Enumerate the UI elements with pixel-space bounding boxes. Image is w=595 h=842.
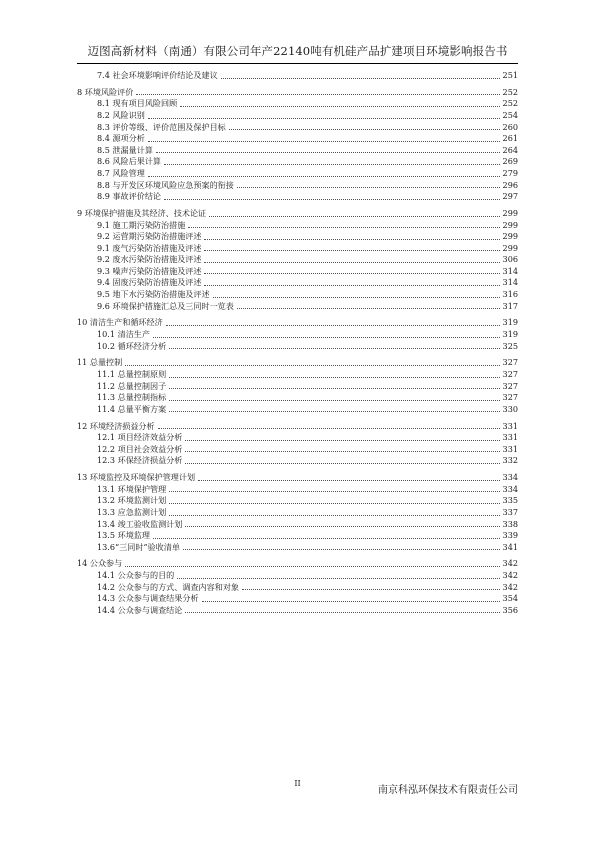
footer-page-number: II [294, 779, 301, 788]
toc-section-entry[interactable] [77, 444, 518, 456]
toc-dot-leader [136, 94, 499, 95]
toc-dot-leader [166, 325, 500, 326]
toc-section-entry[interactable] [77, 392, 518, 404]
toc-entry-page-number: 339 [502, 530, 518, 541]
toc-entry-page-number: 299 [502, 207, 518, 218]
toc-entry-label: 14.3 公众参与调查结果分析 [97, 593, 199, 604]
toc-section-entry[interactable] [77, 122, 518, 134]
toc-section-entry[interactable] [77, 110, 518, 122]
toc-section-entry[interactable] [77, 266, 518, 278]
toc-section-entry[interactable] [77, 404, 518, 416]
header-divider [77, 63, 518, 64]
toc-section-entry[interactable] [77, 507, 518, 519]
toc-entry-page-number: 342 [502, 570, 518, 581]
toc-entry-label: 7.4 社会环境影响评价结论及建议 [97, 70, 218, 80]
toc-dot-leader [169, 377, 499, 378]
toc-chapter-entry[interactable] [77, 87, 518, 99]
toc-entry-label: 11.3 总量控制指标 [97, 392, 167, 403]
toc-section-entry[interactable] [77, 605, 518, 617]
toc-dot-leader [204, 239, 499, 240]
toc-entry-page-number: 342 [502, 558, 518, 569]
toc-entry-page-number: 332 [502, 455, 518, 466]
toc-entry-label: 9.6 环境保护措施汇总及三同时一览表 [97, 300, 234, 311]
toc-section-entry[interactable] [77, 180, 518, 192]
toc-dot-leader [158, 428, 500, 429]
toc-dot-leader [209, 216, 499, 217]
toc-dot-leader [204, 285, 499, 286]
toc-entry-page-number: 314 [502, 265, 518, 276]
toc-entry-page-number: 327 [502, 369, 518, 379]
toc-dot-leader [183, 549, 500, 550]
toc-entry-label: 14.1 公众参与的目的 [97, 570, 175, 581]
toc-entry-label: 9.3 噪声污染防治措施及评述 [97, 265, 202, 276]
toc-entry-page-number: 319 [502, 329, 518, 340]
toc-entry-label: 14.2 公众参与的方式、调查内容和对象 [97, 581, 240, 592]
footer-company-name: 南京科泓环保技术有限责任公司 [378, 785, 518, 796]
toc-entry-label: 8.7 风险管理 [97, 167, 145, 178]
toc-section-entry[interactable] [77, 301, 518, 313]
toc-entry-page-number: 356 [502, 604, 518, 615]
toc-section-entry[interactable] [77, 542, 518, 554]
toc-entry-label: 14 公众参与 [77, 558, 123, 569]
toc-entry-page-number: 337 [502, 506, 518, 517]
toc-entry-label: 13.1 环境保护管理 [97, 483, 167, 494]
toc-dot-leader [204, 250, 499, 251]
toc-entry-label: 11.1 总量控制原则 [97, 369, 167, 379]
toc-dot-leader [242, 589, 500, 590]
toc-entry-page-number: 261 [502, 133, 518, 144]
toc-entry-label: 8.9 事故评价结论 [97, 191, 162, 202]
toc-entry-page-number: 299 [502, 242, 518, 253]
toc-dot-leader [153, 538, 500, 539]
toc-entry-label: 14.4 公众参与调查结论 [97, 604, 183, 615]
toc-section-entry[interactable] [77, 168, 518, 180]
toc-dot-leader [177, 578, 499, 579]
toc-entry-label: 9.1 废气污染防治措施及评述 [97, 242, 202, 253]
toc-entry-page-number: 331 [502, 432, 518, 443]
toc-section-entry[interactable] [77, 593, 518, 605]
toc-entry-page-number: 306 [502, 254, 518, 265]
toc-entry-page-number: 335 [502, 495, 518, 506]
toc-entry-page-number: 334 [502, 472, 518, 483]
toc-section-entry[interactable] [77, 381, 518, 393]
toc-entry-page-number: 252 [502, 98, 518, 109]
toc-section-entry[interactable] [77, 582, 518, 594]
toc-entry-label: 8 环境风险评价 [77, 86, 134, 97]
toc-entry-page-number: 334 [502, 483, 518, 494]
toc-entry-label: 13.3 应急监测计划 [97, 506, 167, 517]
toc-entry-page-number: 296 [502, 179, 518, 190]
toc-dot-leader [148, 141, 500, 142]
toc-dot-leader [198, 480, 499, 481]
toc-entry-page-number: 325 [502, 340, 518, 351]
toc-entry-page-number: 327 [502, 357, 518, 368]
toc-section-entry[interactable] [77, 432, 518, 444]
toc-section-entry[interactable] [77, 98, 518, 110]
toc-entry-label: 11.2 总量控制因子 [97, 380, 167, 391]
toc-entry-label: 12.1 项目经济效益分析 [97, 432, 183, 443]
toc-dot-leader [169, 503, 499, 504]
toc-dot-leader [164, 164, 500, 165]
toc-dot-leader [125, 365, 499, 366]
toc-dot-leader [169, 388, 499, 389]
toc-dot-leader [213, 297, 500, 298]
table-of-contents [77, 70, 518, 616]
toc-entry-label: 9 环境保护措施及其经济、技术论证 [77, 207, 207, 218]
toc-entry-label: 10.1 清洁生产 [97, 329, 150, 340]
toc-entry-label: 13.4 竣工验收监测计划 [97, 518, 183, 529]
toc-dot-leader [237, 308, 500, 309]
toc-entry-label: 8.4 源项分析 [97, 133, 145, 144]
toc-section-entry[interactable] [77, 369, 518, 381]
toc-section-entry[interactable] [77, 341, 518, 353]
toc-entry-page-number: 341 [502, 541, 518, 552]
toc-entry-page-number: 299 [502, 231, 518, 242]
toc-entry-page-number: 279 [502, 167, 518, 178]
toc-entry-page-number: 327 [502, 392, 518, 403]
toc-section-entry[interactable] [77, 570, 518, 582]
toc-entry-label: 9.2 废水污染防治措施及评述 [97, 254, 202, 265]
toc-dot-leader [169, 411, 499, 412]
toc-dot-leader [180, 106, 499, 107]
toc-entry-page-number: 342 [502, 581, 518, 592]
toc-dot-leader [185, 526, 499, 527]
toc-entry-page-number: 314 [502, 277, 518, 288]
toc-entry-page-number: 316 [502, 289, 518, 300]
toc-entry-label: 8.6 风险后果计算 [97, 156, 162, 167]
toc-entry-label: 9.4 固废污染防治措施及评述 [97, 277, 202, 288]
toc-chapter-entry[interactable] [77, 208, 518, 220]
toc-entry-label: 12.2 项目社会效益分析 [97, 443, 183, 454]
toc-dot-leader [221, 78, 500, 79]
toc-entry-page-number: 264 [502, 144, 518, 155]
toc-section-entry[interactable] [77, 484, 518, 496]
toc-dot-leader [169, 348, 499, 349]
toc-entry-label: 10 清洁生产和循环经济 [77, 317, 163, 328]
toc-chapter-entry[interactable] [77, 421, 518, 433]
toc-entry-label: 13.6“三同时”验收清单 [97, 541, 180, 552]
toc-chapter-entry[interactable] [77, 317, 518, 329]
toc-dot-leader [185, 463, 499, 464]
toc-dot-leader [188, 227, 499, 228]
toc-dot-leader [169, 491, 499, 492]
toc-dot-leader [185, 612, 499, 613]
toc-dot-leader [204, 273, 499, 274]
toc-dot-leader [202, 601, 500, 602]
toc-dot-leader [185, 440, 499, 441]
toc-entry-label: 12.3 环保经济损益分析 [97, 455, 183, 466]
toc-entry-page-number: 330 [502, 403, 518, 414]
toc-section-entry[interactable] [77, 243, 518, 255]
toc-section-entry[interactable] [77, 145, 518, 157]
toc-entry-page-number: 297 [502, 191, 518, 202]
toc-entry-label: 8.8 与开发区环境风险应急预案的衔接 [97, 179, 234, 190]
toc-section-entry[interactable] [77, 455, 518, 467]
toc-section-entry[interactable] [77, 191, 518, 203]
toc-dot-leader [185, 451, 499, 452]
toc-section-entry[interactable] [77, 530, 518, 542]
toc-entry-page-number: 299 [502, 219, 518, 230]
toc-section-entry[interactable] [77, 277, 518, 289]
toc-entry-page-number: 338 [502, 518, 518, 529]
toc-entry-label: 8.3 评价等级、评价范围及保护目标 [97, 121, 226, 132]
toc-entry-page-number: 331 [502, 420, 518, 431]
toc-dot-leader [148, 176, 500, 177]
toc-entry-page-number: 317 [502, 300, 518, 311]
toc-dot-leader [153, 337, 500, 338]
toc-dot-leader [229, 129, 500, 130]
toc-entry-label: 10.2 循环经济分析 [97, 340, 167, 351]
toc-entry-label: 9.1 施工期污染防治措施 [97, 219, 186, 230]
toc-section-entry[interactable] [77, 156, 518, 168]
toc-dot-leader [148, 118, 500, 119]
toc-dot-leader [169, 515, 499, 516]
toc-section-entry[interactable] [77, 519, 518, 531]
toc-entry-page-number: 327 [502, 380, 518, 391]
toc-entry-label: 13.5 环境监理 [97, 530, 150, 541]
toc-dot-leader [164, 199, 500, 200]
toc-entry-label: 9.2 运营期污染防治措施评述 [97, 231, 202, 242]
toc-chapter-entry[interactable] [77, 472, 518, 484]
toc-entry-label: 8.5 泄漏量计算 [97, 144, 153, 155]
toc-entry-label: 13.2 环境监测计划 [97, 495, 167, 506]
toc-section-entry[interactable] [77, 133, 518, 145]
toc-section-entry[interactable] [77, 220, 518, 232]
document-header: 迈图高新材料（南通）有限公司年产22140吨有机硅产品扩建项目环境影响报告书 [87, 44, 508, 58]
toc-entry-page-number: 319 [502, 317, 518, 328]
toc-dot-leader [125, 566, 499, 567]
toc-entry-label: 11 总量控制 [77, 357, 123, 368]
toc-entry-page-number: 331 [502, 443, 518, 454]
toc-entry-page-number: 269 [502, 156, 518, 167]
toc-entry-label: 9.5 地下水污染防治措施及评述 [97, 289, 210, 300]
toc-dot-leader [204, 262, 499, 263]
toc-dot-leader [169, 400, 499, 401]
toc-section-entry[interactable] [77, 329, 518, 341]
toc-entry-label: 8.1 现有项目风险回顾 [97, 98, 178, 109]
toc-section-entry[interactable] [77, 254, 518, 266]
toc-entry-label: 13 环境监控及环境保护管理计划 [77, 472, 196, 483]
toc-section-entry[interactable] [77, 231, 518, 243]
toc-chapter-entry[interactable] [77, 558, 518, 570]
toc-entry-page-number: 260 [502, 121, 518, 132]
toc-chapter-entry[interactable] [77, 357, 518, 369]
toc-entry-label: 11.4 总量平衡方案 [97, 403, 167, 414]
toc-section-entry[interactable] [77, 70, 518, 82]
toc-dot-leader [237, 187, 500, 188]
toc-section-entry[interactable] [77, 495, 518, 507]
toc-dot-leader [156, 152, 500, 153]
toc-entry-label: 12 环境经济损益分析 [77, 420, 155, 431]
toc-entry-page-number: 252 [502, 86, 518, 97]
toc-entry-label: 8.2 风险识别 [97, 109, 145, 120]
toc-entry-page-number: 354 [502, 593, 518, 604]
toc-section-entry[interactable] [77, 289, 518, 301]
toc-entry-page-number: 251 [502, 70, 518, 80]
toc-entry-page-number: 254 [502, 109, 518, 120]
